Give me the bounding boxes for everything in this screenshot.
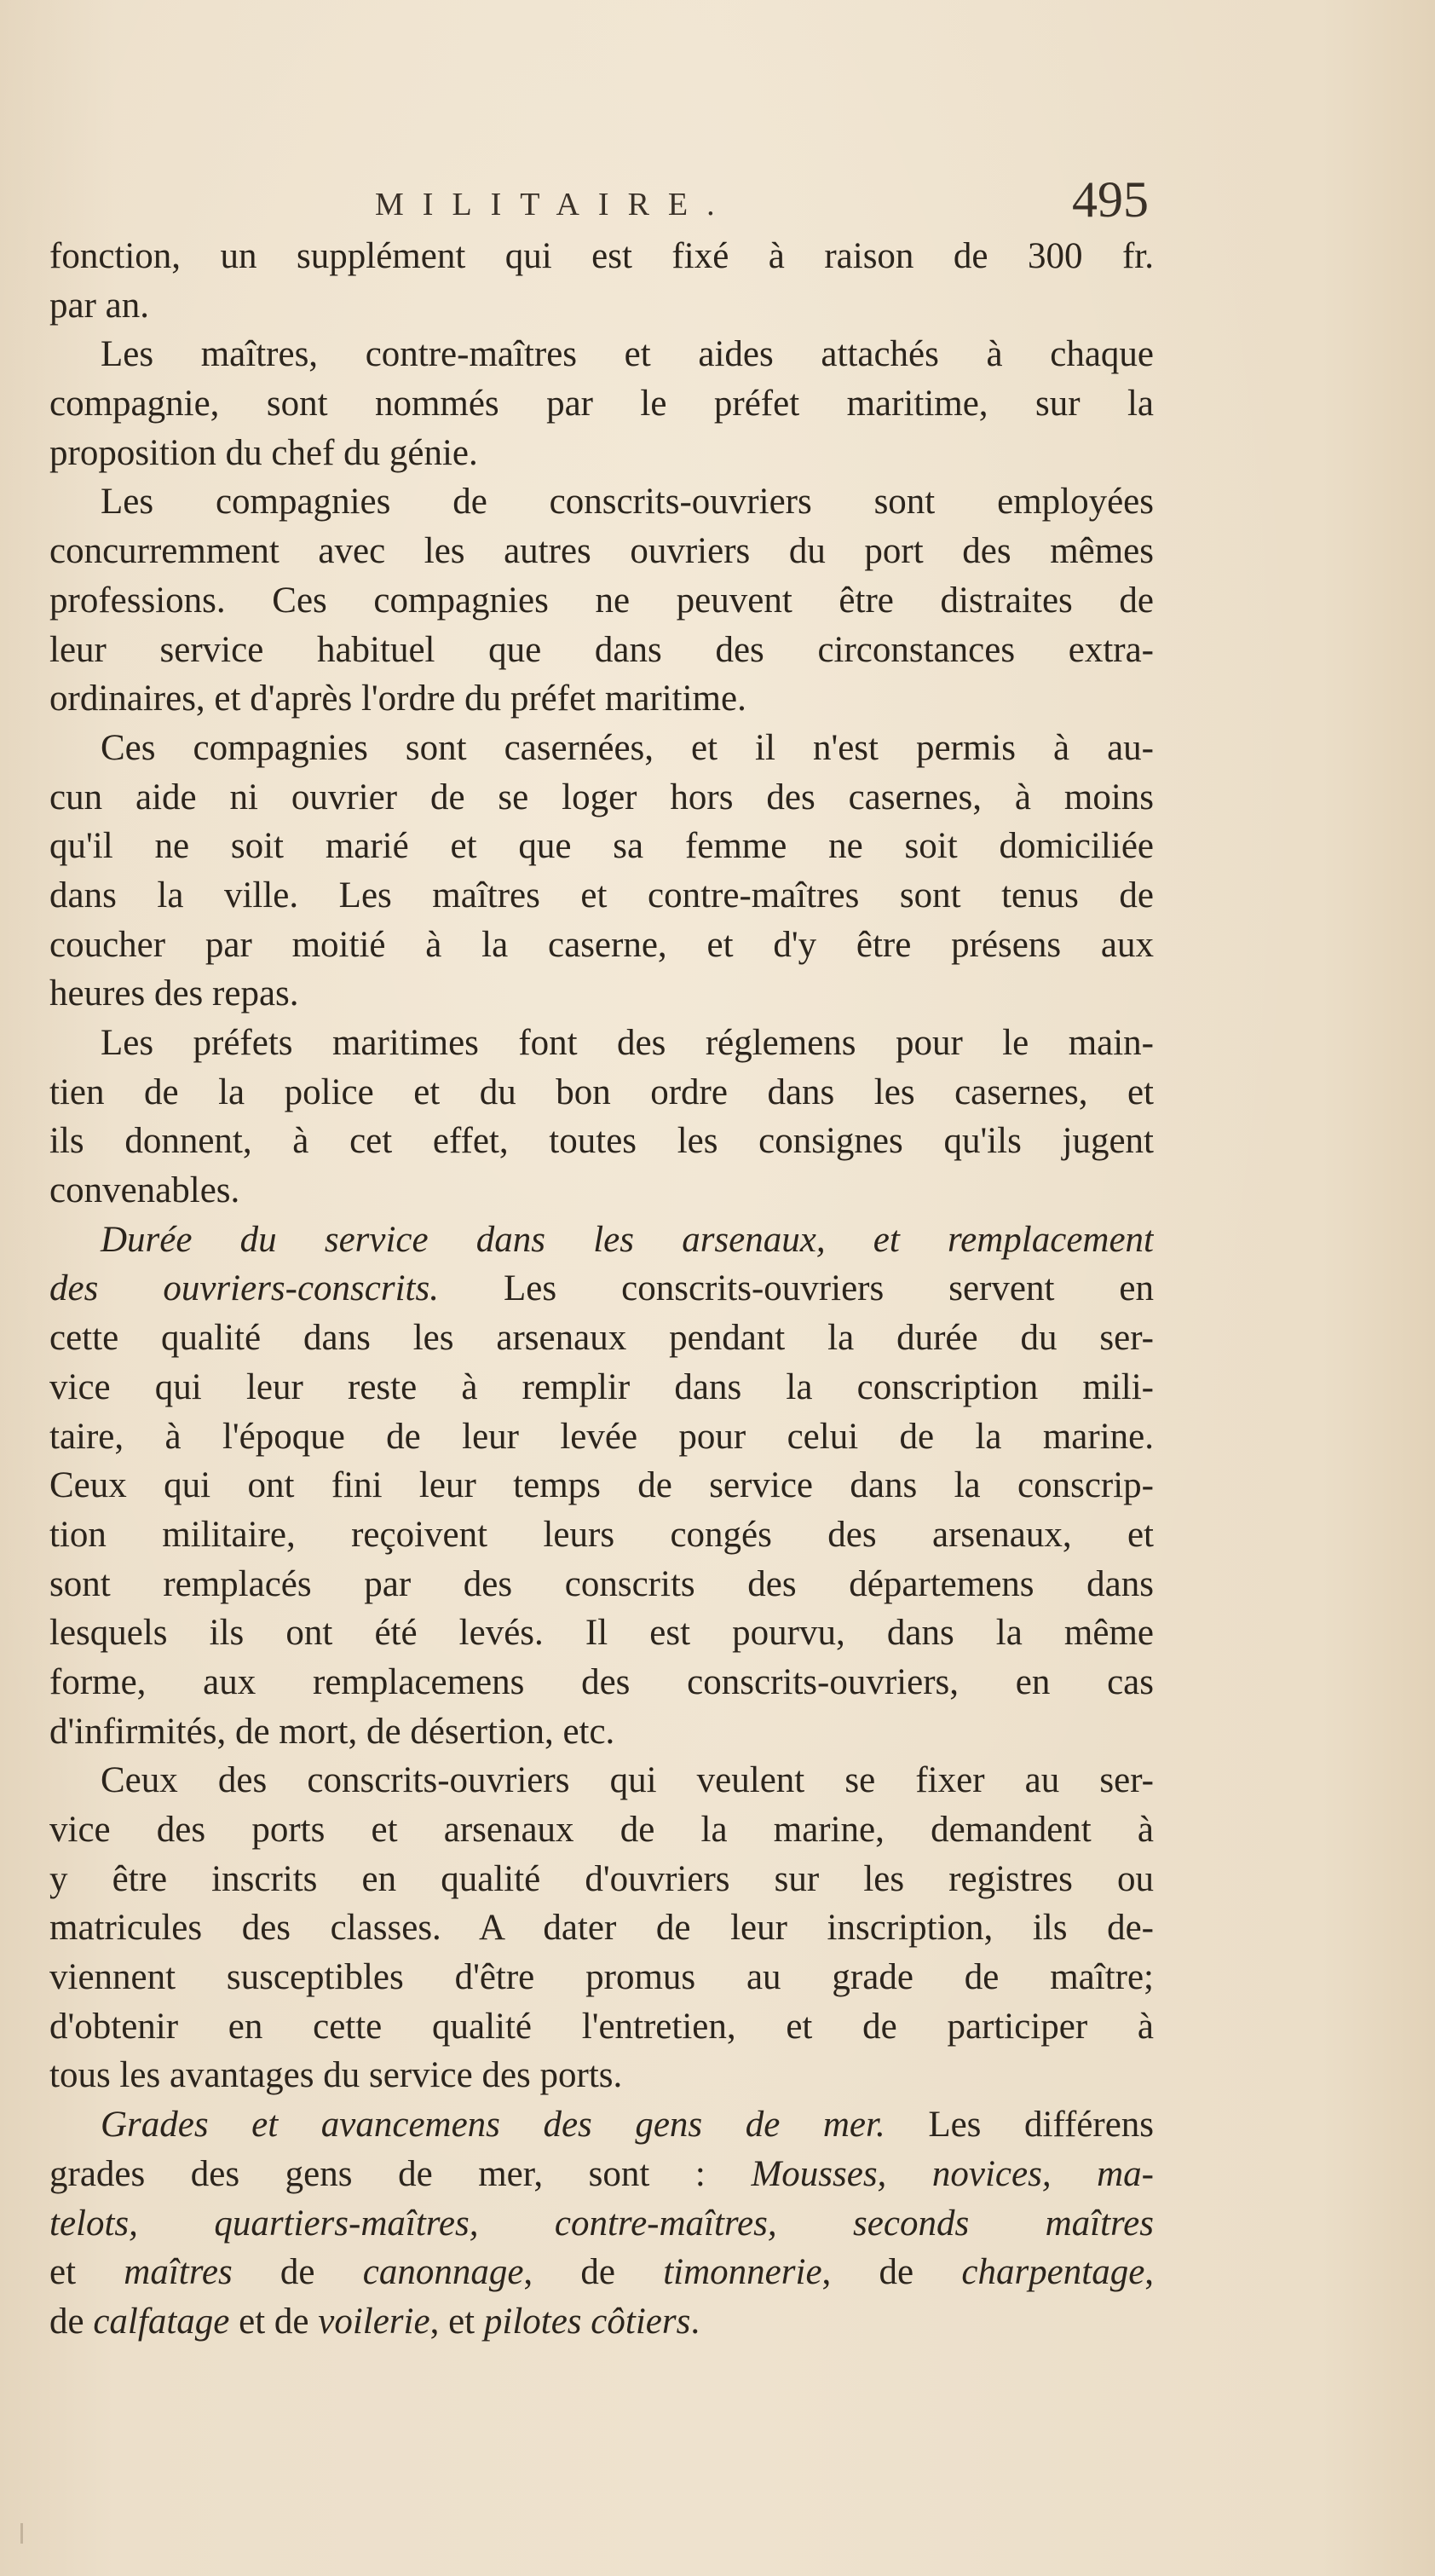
section-heading: Grades et avancemens des gens de mer. (101, 2105, 885, 2146)
text-line: Ces compagnies sont casernées, et il n'est permis à au- (101, 727, 1154, 768)
text-fragment: , (1144, 2252, 1154, 2293)
text-line: qu'il ne soit marié et que sa femme ne soit domiciliée (49, 826, 1154, 867)
text-line: professions. Ces compagnies ne peuvent être distraites de (49, 580, 1154, 621)
text-fragment: Les conscrits-ouvriers servent en (504, 1268, 1154, 1309)
text-fragment: grades des gens de mer, sont : (49, 2153, 706, 2194)
rank-list: telots, quartiers-maîtres, contre-maîtres, seconds maîtres (49, 2203, 1154, 2244)
text-line: par an. (49, 285, 149, 326)
paper-mark (20, 2523, 23, 2544)
rank-term: maîtres (124, 2252, 233, 2293)
rank-term: pilotes côtiers (483, 2301, 691, 2342)
text-line: proposition du chef du génie. (49, 432, 478, 473)
text-line: Les préfets maritimes font des réglemens pour le main- (101, 1023, 1154, 1063)
text-fragment: , et (429, 2301, 475, 2342)
text-line: cun aide ni ouvrier de se loger hors des casernes, à moins (49, 777, 1154, 817)
section-heading-end: des ouvriers-conscrits. (49, 1268, 439, 1309)
text-line: Les compagnies de conscrits-ouvriers sont employées (101, 482, 1154, 523)
text-line: d'infirmités, de mort, de désertion, etc. (49, 1711, 615, 1752)
text-fragment: Les différens (928, 2105, 1154, 2146)
text-fragment: de (280, 2252, 315, 2293)
text-line: fonction, un supplément qui est fixé à raison de 300 fr. (49, 236, 1154, 276)
text-line: compagnie, sont nommés par le préfet maritime, sur la (49, 384, 1154, 425)
text-line: viennent susceptibles d'être promus au grade de maître; (49, 1957, 1154, 1998)
rank-list: Mousses, novices, ma- (751, 2153, 1154, 2194)
text-line: convenables. (49, 1170, 240, 1211)
running-title: MILITAIRE. (375, 187, 734, 222)
section-heading: Durée du service dans les arsenaux, et remplacement (101, 1219, 1154, 1260)
rank-term: calfatage (93, 2301, 230, 2342)
text-line: matricules des classes. A dater de leur inscription, ils de- (49, 1908, 1154, 1949)
text-fragment: et (49, 2252, 77, 2293)
text-fragment: . (690, 2301, 700, 2342)
text-line (49, 2248, 1154, 2297)
text-line: cette qualité dans les arsenaux pendant la durée du ser- (49, 1318, 1154, 1359)
text-line (49, 1264, 1154, 1314)
text-line (49, 2100, 1154, 2150)
rank-term: canonnage (362, 2252, 524, 2293)
text-line: leur service habituel que dans des circonstances extra- (49, 629, 1154, 670)
text-line: d'obtenir en cette qualité l'entretien, et de participer à (49, 2006, 1154, 2047)
text-line: heures des repas. (49, 973, 299, 1014)
text-line: forme, aux remplacemens des conscrits-ouvriers, en cas (49, 1661, 1154, 1702)
text-fragment: , de (821, 2252, 914, 2293)
text-line: taire, à l'époque de leur levée pour celui de la marine. (49, 1416, 1154, 1457)
text-line (49, 2150, 1154, 2199)
body-text (49, 232, 1154, 2347)
text-line (49, 2297, 1154, 2347)
text-line: Ceux des conscrits-ouvriers qui veulent se fixer au ser- (101, 1760, 1154, 1801)
text-line: sont remplacés par des conscrits des départemens dans (49, 1563, 1154, 1604)
rank-term: timonnerie (663, 2252, 822, 2293)
text-fragment: et de (239, 2301, 309, 2342)
text-line: Ceux qui ont fini leur temps de service dans la conscrip- (49, 1465, 1154, 1506)
rank-term: voilerie (318, 2301, 430, 2342)
page-number: 495 (1072, 171, 1149, 228)
text-line: dans la ville. Les maîtres et contre-maîtres sont tenus de (49, 875, 1154, 915)
text-line: tien de la police et du bon ordre dans les casernes, et (49, 1071, 1154, 1112)
text-line: tous les avantages du service des ports. (49, 2055, 623, 2096)
text-line: concurremment avec les autres ouvriers du port des mêmes (49, 531, 1154, 572)
text-fragment: , de (523, 2252, 615, 2293)
text-line: lesquels ils ont été levés. Il est pourvu, dans la même (49, 1613, 1154, 1654)
text-line: ordinaires, et d'après l'ordre du préfet maritime. (49, 679, 746, 719)
text-line: ils donnent, à cet effet, toutes les consignes qu'ils jugent (49, 1121, 1154, 1162)
page-header (0, 170, 1435, 239)
text-line: y être inscrits en qualité d'ouvriers sur les registres ou (49, 1858, 1154, 1899)
text-line: tion militaire, reçoivent leurs congés des arsenaux, et (49, 1514, 1154, 1555)
text-line: vice qui leur reste à remplir dans la conscription mili- (49, 1366, 1154, 1407)
text-fragment: de (49, 2301, 84, 2342)
text-line: vice des ports et arsenaux de la marine, demandent à (49, 1810, 1154, 1850)
rank-term: charpentage (961, 2252, 1145, 2293)
text-line: Les maîtres, contre-maîtres et aides attachés à chaque (101, 334, 1154, 375)
text-line: coucher par moitié à la caserne, et d'y être présens aux (49, 924, 1154, 965)
